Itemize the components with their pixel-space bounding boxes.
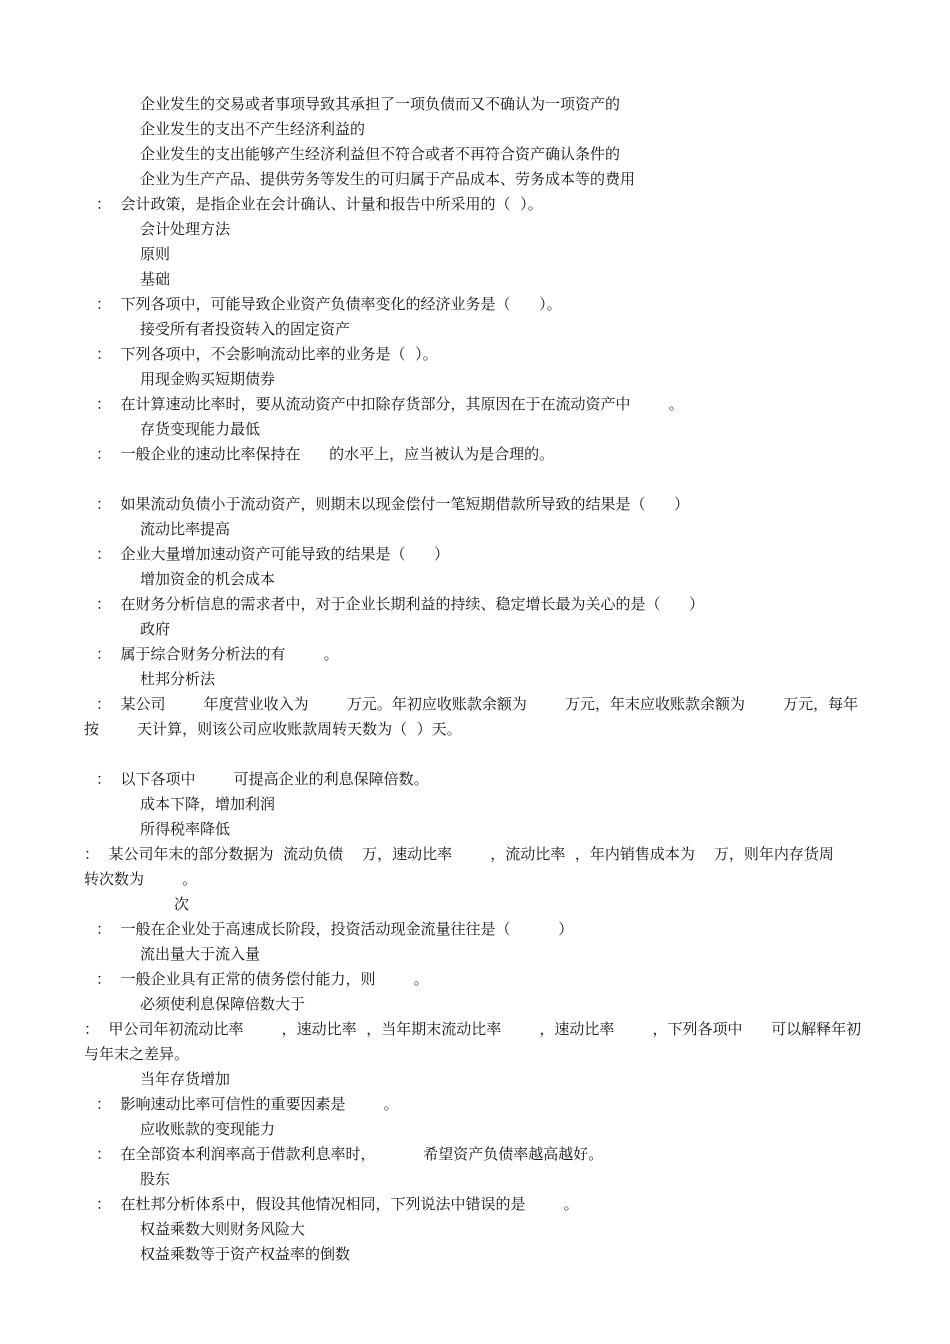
question-text: ： 下列各项中，可能导致企业资产负债率变化的经济业务是（ ）。 [96, 295, 562, 313]
option-text: 存货变现能力最低 [140, 420, 261, 438]
question-text: ： 以下各项中 可提高企业的利息保障倍数。 [96, 770, 429, 788]
option-text: 所得税率降低 [140, 820, 231, 838]
option-text: 企业发生的支出能够产生经济利益但不符合或者不再符合资产确认条件的 [140, 145, 621, 163]
question-text: ： 一般在企业处于高速成长阶段，投资活动现金流量往往是（ ） [96, 920, 574, 938]
question-text-continued: 按 天计算，则该公司应收账款周转天数为（ ）天。 [84, 720, 462, 738]
option-text: 流动比率提高 [140, 520, 231, 538]
question-text: ： 企业大量增加速动资产可能导致的结果是（ ） [96, 545, 450, 563]
option-text: 成本下降，增加利润 [140, 795, 276, 813]
option-text: 流出量大于流入量 [140, 945, 261, 963]
question-text: ： 甲公司年初流动比率 ，速动比率 ，当年期末流动比率 ，速动比率 ，下列各项中 可以解释年初 [84, 1020, 862, 1038]
option-text: 应收账款的变现能力 [140, 1120, 276, 1138]
question-text: ： 在全部资本利润率高于借款利息率时， 希望资产负债率越高越好。 [96, 1145, 604, 1163]
question-text-continued: 转次数为 。 [84, 870, 198, 888]
option-text: 权益乘数大则财务风险大 [140, 1220, 306, 1238]
question-text: ： 某公司年末的部分数据为 流动负债 万，速动比率 ，流动比率 ，年内销售成本为 万，则年内存货周 [84, 845, 834, 863]
question-text: ： 影响速动比率可信性的重要因素是 。 [96, 1095, 399, 1113]
option-text: 企业发生的支出不产生经济利益的 [140, 120, 366, 138]
question-text: ： 属于综合财务分析法的有 。 [96, 645, 339, 663]
question-text: ： 如果流动负债小于流动资产，则期末以现金偿付一笔短期借款所导致的结果是（ ） [96, 495, 690, 513]
question-text: ： 一般企业具有正常的债务偿付能力，则 。 [96, 970, 429, 988]
option-text: 政府 [140, 620, 171, 638]
option-text: 原则 [140, 245, 171, 263]
question-text-continued: 与年末之差异。 [84, 1045, 190, 1063]
option-text: 权益乘数等于资产权益率的倒数 [140, 1245, 351, 1263]
option-text: 股东 [140, 1170, 171, 1188]
question-text: ： 下列各项中，不会影响流动比率的业务是（ ）。 [96, 345, 438, 363]
option-text: 当年存货增加 [140, 1070, 231, 1088]
question-text: ： 在杜邦分析体系中，假设其他情况相同，下列说法中错误的是 。 [96, 1195, 579, 1213]
option-text: 接受所有者投资转入的固定资产 [140, 320, 351, 338]
option-text: 基础 [140, 270, 171, 288]
question-text: ： 会计政策，是指企业在会计确认、计量和报告中所采用的（ ）。 [96, 195, 543, 213]
question-text: ： 某公司 年度营业收入为 万元。年初应收账款余额为 万元，年末应收账款余额为 万元，每年 [96, 695, 859, 713]
option-text: 会计处理方法 [140, 220, 231, 238]
option-text: 次 [174, 895, 190, 913]
option-text: 杜邦分析法 [140, 670, 216, 688]
option-text: 企业发生的交易或者事项导致其承担了一项负债而又不确认为一项资产的 [140, 95, 621, 113]
question-text: ： 一般企业的速动比率保持在 的水平上，应当被认为是合理的。 [96, 445, 555, 463]
option-text: 必须使利息保障倍数大于 [140, 995, 306, 1013]
question-text: ： 在财务分析信息的需求者中，对于企业长期利益的持续、稳定增长最为关心的是（ ） [96, 595, 705, 613]
option-text: 企业为生产产品、提供劳务等发生的可归属于产品成本、劳务成本等的费用 [140, 170, 636, 188]
question-text: ： 在计算速动比率时，要从流动资产中扣除存货部分，其原因在于在流动资产中 。 [96, 395, 684, 413]
option-text: 用现金购买短期债券 [140, 370, 276, 388]
option-text: 增加资金的机会成本 [140, 570, 276, 588]
